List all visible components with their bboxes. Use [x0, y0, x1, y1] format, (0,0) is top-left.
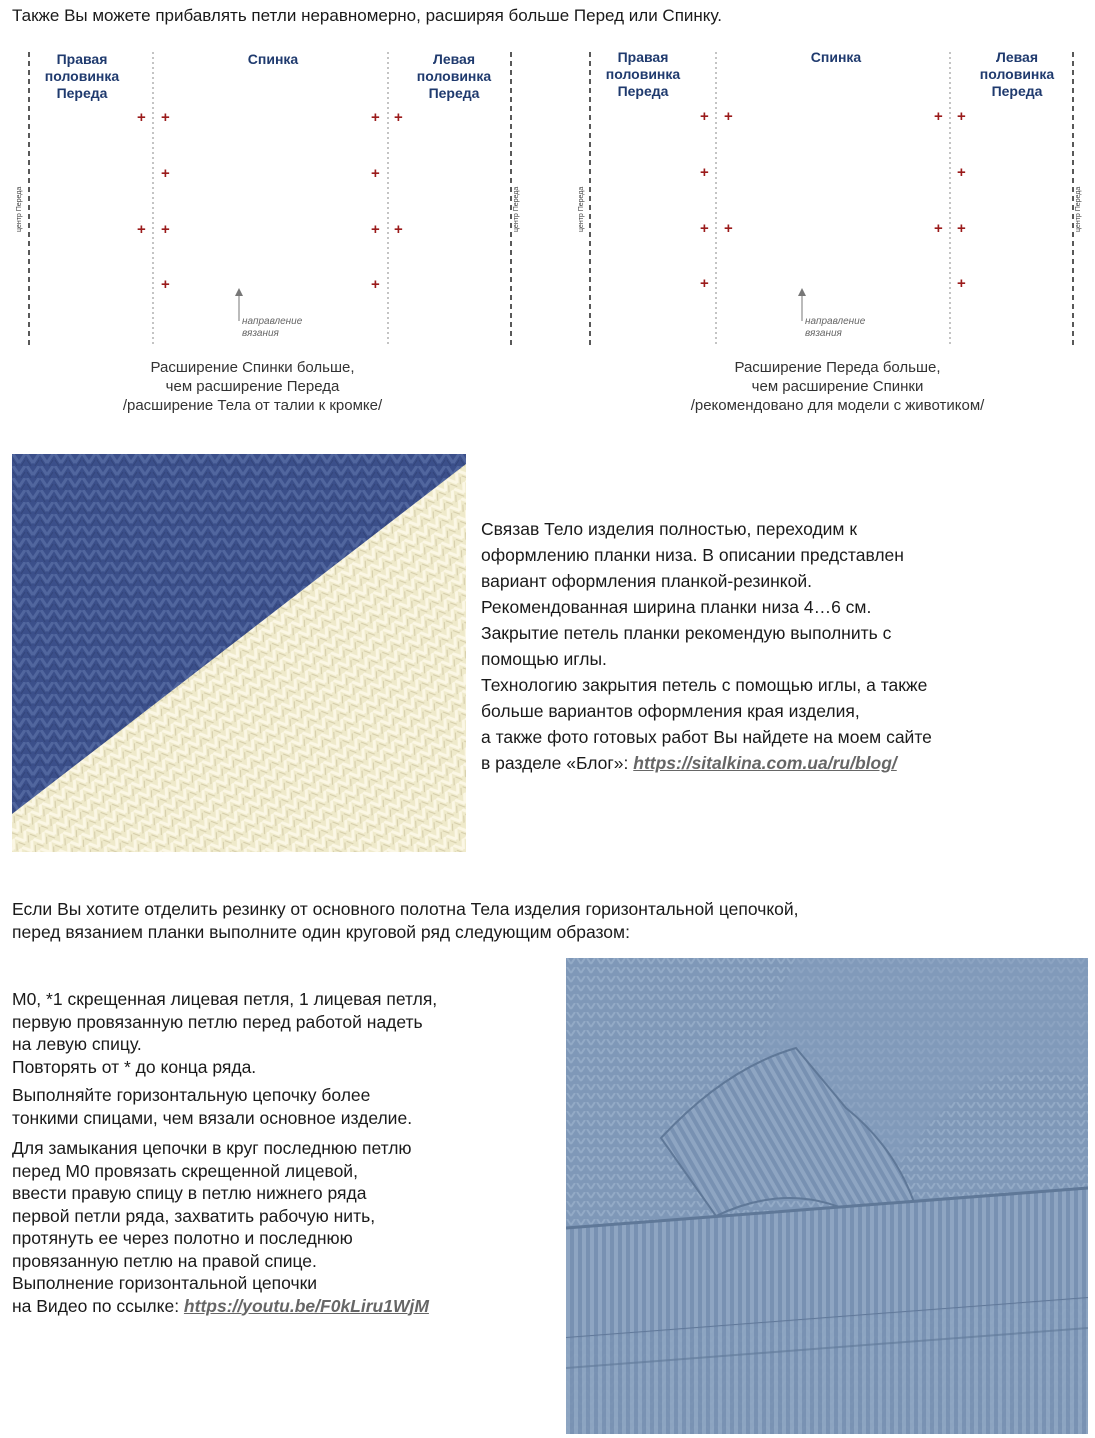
col-back: Спинка: [810, 49, 862, 65]
center-front-label: центр Переда: [16, 186, 23, 232]
plus-mark: +: [161, 221, 170, 238]
center-front-label: центр Переда: [1075, 186, 1082, 232]
photo-sweater: [566, 958, 1088, 1434]
plus-mark: +: [371, 165, 380, 182]
plus-mark: +: [724, 108, 733, 125]
center-front-label: центр Переда: [513, 186, 520, 232]
plus-mark: +: [700, 164, 709, 181]
caption-right: Расширение Переда больше, чем расширение Спинки /рекомендовано для модели с животиком/: [690, 359, 985, 414]
col-left-front: Левая половинка Переда: [979, 49, 1055, 99]
intro-text: Также Вы можете прибавлять петли неравномерно, расширяя больше Перед или Спинку.: [12, 6, 722, 25]
plus-mark: +: [700, 275, 709, 292]
diagram-front-wider: [563, 46, 1095, 356]
section-chain-intro: Если Вы хотите отделить резинку от основного полотна Тела изделия горизонтальной цепочкой, перед вязанием планки выполните один круговой ряд следующим образом:: [12, 899, 799, 942]
plus-mark: +: [371, 276, 380, 293]
diagram-back-wider: [0, 46, 545, 356]
plus-mark: +: [700, 220, 709, 237]
plus-mark: +: [161, 109, 170, 126]
plus-mark: +: [137, 221, 146, 238]
col-left-front: Левая половинка Переда: [416, 51, 492, 101]
plus-mark: +: [957, 275, 966, 292]
direction-label: направление вязания: [242, 316, 303, 339]
plus-mark: +: [957, 108, 966, 125]
plus-mark: +: [137, 109, 146, 126]
plus-mark: +: [161, 276, 170, 293]
col-back: Спинка: [247, 51, 299, 67]
caption-left: Расширение Спинки больше, чем расширение Переда /расширение Тела от талии к кромке/: [122, 359, 383, 414]
plus-mark: +: [700, 108, 709, 125]
center-front-label: центр Переда: [578, 186, 585, 232]
plus-mark: +: [724, 220, 733, 237]
plus-mark: +: [957, 220, 966, 237]
video-link[interactable]: https://youtu.be/F0kLiru1WjM: [183, 1295, 429, 1316]
plus-mark: +: [371, 109, 380, 126]
plus-mark: +: [934, 220, 943, 237]
section-chain-instructions: М0, *1 скрещенная лицевая петля, 1 лицевая петля, первую провязанную петлю перед работой надеть на левую спицу. Повторять от * до конца ряда. Выполняйте горизонтальную цепочку более тонкими спицами, чем вязали основное изделие. Для замыкания цепочки в круг последнюю петлю перед М0 провязать скрещенной лицевой, ввести правую спицу в петлю нижнего ряда первой петли ряда, захватить рабочую нить, протянуть ее через полотно и последнюю провязанную петлю на правой спице. Выполнение горизонтальной цепочки на Видео по ссылке: https://youtu.be/F0kLiru1WjM: [12, 989, 438, 1316]
col-right-front: Правая половинка Переда: [44, 51, 120, 101]
plus-mark: +: [394, 109, 403, 126]
plus-mark: +: [934, 108, 943, 125]
plus-mark: +: [394, 221, 403, 238]
blog-link[interactable]: https://sitalkina.com.ua/ru/blog/: [633, 753, 897, 773]
col-right-front: Правая половинка Переда: [605, 49, 681, 99]
direction-label: направление вязания: [805, 316, 866, 339]
plus-mark: +: [957, 164, 966, 181]
photo-knit-swatch: [12, 454, 466, 852]
section-bottom-band-text: Связав Тело изделия полностью, переходим к оформлению планки низа. В описании представлен вариант оформления планкой-резинкой. Рекомендованная ширина планки низа 4…6 см. Закрытие петель планки рекомендую выполнить с помощью иглы. Технологию закрытия петель с помощью иглы, а также больше вариантов оформления края изделия, а также фото готовых работ Вы найдете на моем сайте в разделе «Блог»: https://sitalkina.com.ua/ru/blog/: [481, 519, 932, 773]
plus-mark: +: [161, 165, 170, 182]
plus-mark: +: [371, 221, 380, 238]
